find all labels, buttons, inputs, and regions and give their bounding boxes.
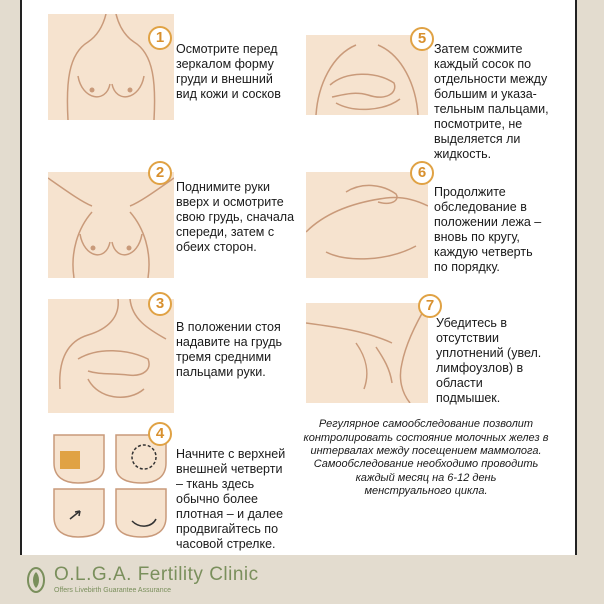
step-5-text: Затем сожмите каждый сосок по отдельности между большим и указа- тельным пальцами, посмотрите, не выделяется ли жидкость.	[434, 42, 549, 161]
press-breast-illustration	[48, 299, 174, 413]
regular-exam-note: Регулярное самообследование позволит контролировать состояние молочных желез в интервалах между посещением маммолога.	[303, 418, 549, 457]
step-number-badge: 3	[148, 292, 172, 316]
clinic-logo-icon	[26, 566, 46, 594]
step-3-text: В положении стоя надавите на грудь тремя средними пальцами руки.	[176, 320, 283, 379]
step-number-badge: 6	[410, 161, 434, 185]
step-number-badge: 1	[148, 26, 172, 50]
squeeze-nipple-illustration	[306, 35, 428, 115]
step-number-badge: 7	[418, 294, 442, 318]
clinic-tagline: Offers Livebirth Guarantee Assurance	[54, 587, 171, 594]
step-1-text: Осмотрите перед зеркалом форму груди и внешний вид кожи и сосков	[176, 42, 281, 101]
step-number-badge: 2	[148, 161, 172, 185]
step-2-text: Поднимите руки вверх и осмотрите свою грудь, сначала спереди, затем с обеих сторон.	[176, 180, 295, 254]
instruction-sheet	[20, 0, 577, 555]
step-number-badge: 4	[148, 422, 172, 446]
step-number-badge: 5	[410, 27, 434, 51]
step-6-text: Продолжите обследование в положении лежа – вновь по кругу, каждую четверть по порядку.	[434, 185, 542, 274]
step-7-text: Убедитесь в отсутствии уплотнений (увел. лимфоузлов) в области подмышек.	[436, 316, 542, 405]
lying-down-illustration	[306, 172, 428, 278]
clinic-name: O.L.G.A. Fertility Clinic	[54, 564, 259, 585]
quadrant-diagram	[48, 433, 174, 539]
monthly-exam-note: Самообследование необходимо проводить каждый месяц на 6-12 день менструального цикла.	[313, 458, 539, 497]
step-4-text: Начните с верхней внешней четверти – ткань здесь обычно более плотная – и далее продвигайтесь по часовой стрелке.	[176, 447, 286, 551]
arms-raised-illustration	[48, 172, 174, 278]
armpit-illustration	[306, 303, 428, 403]
